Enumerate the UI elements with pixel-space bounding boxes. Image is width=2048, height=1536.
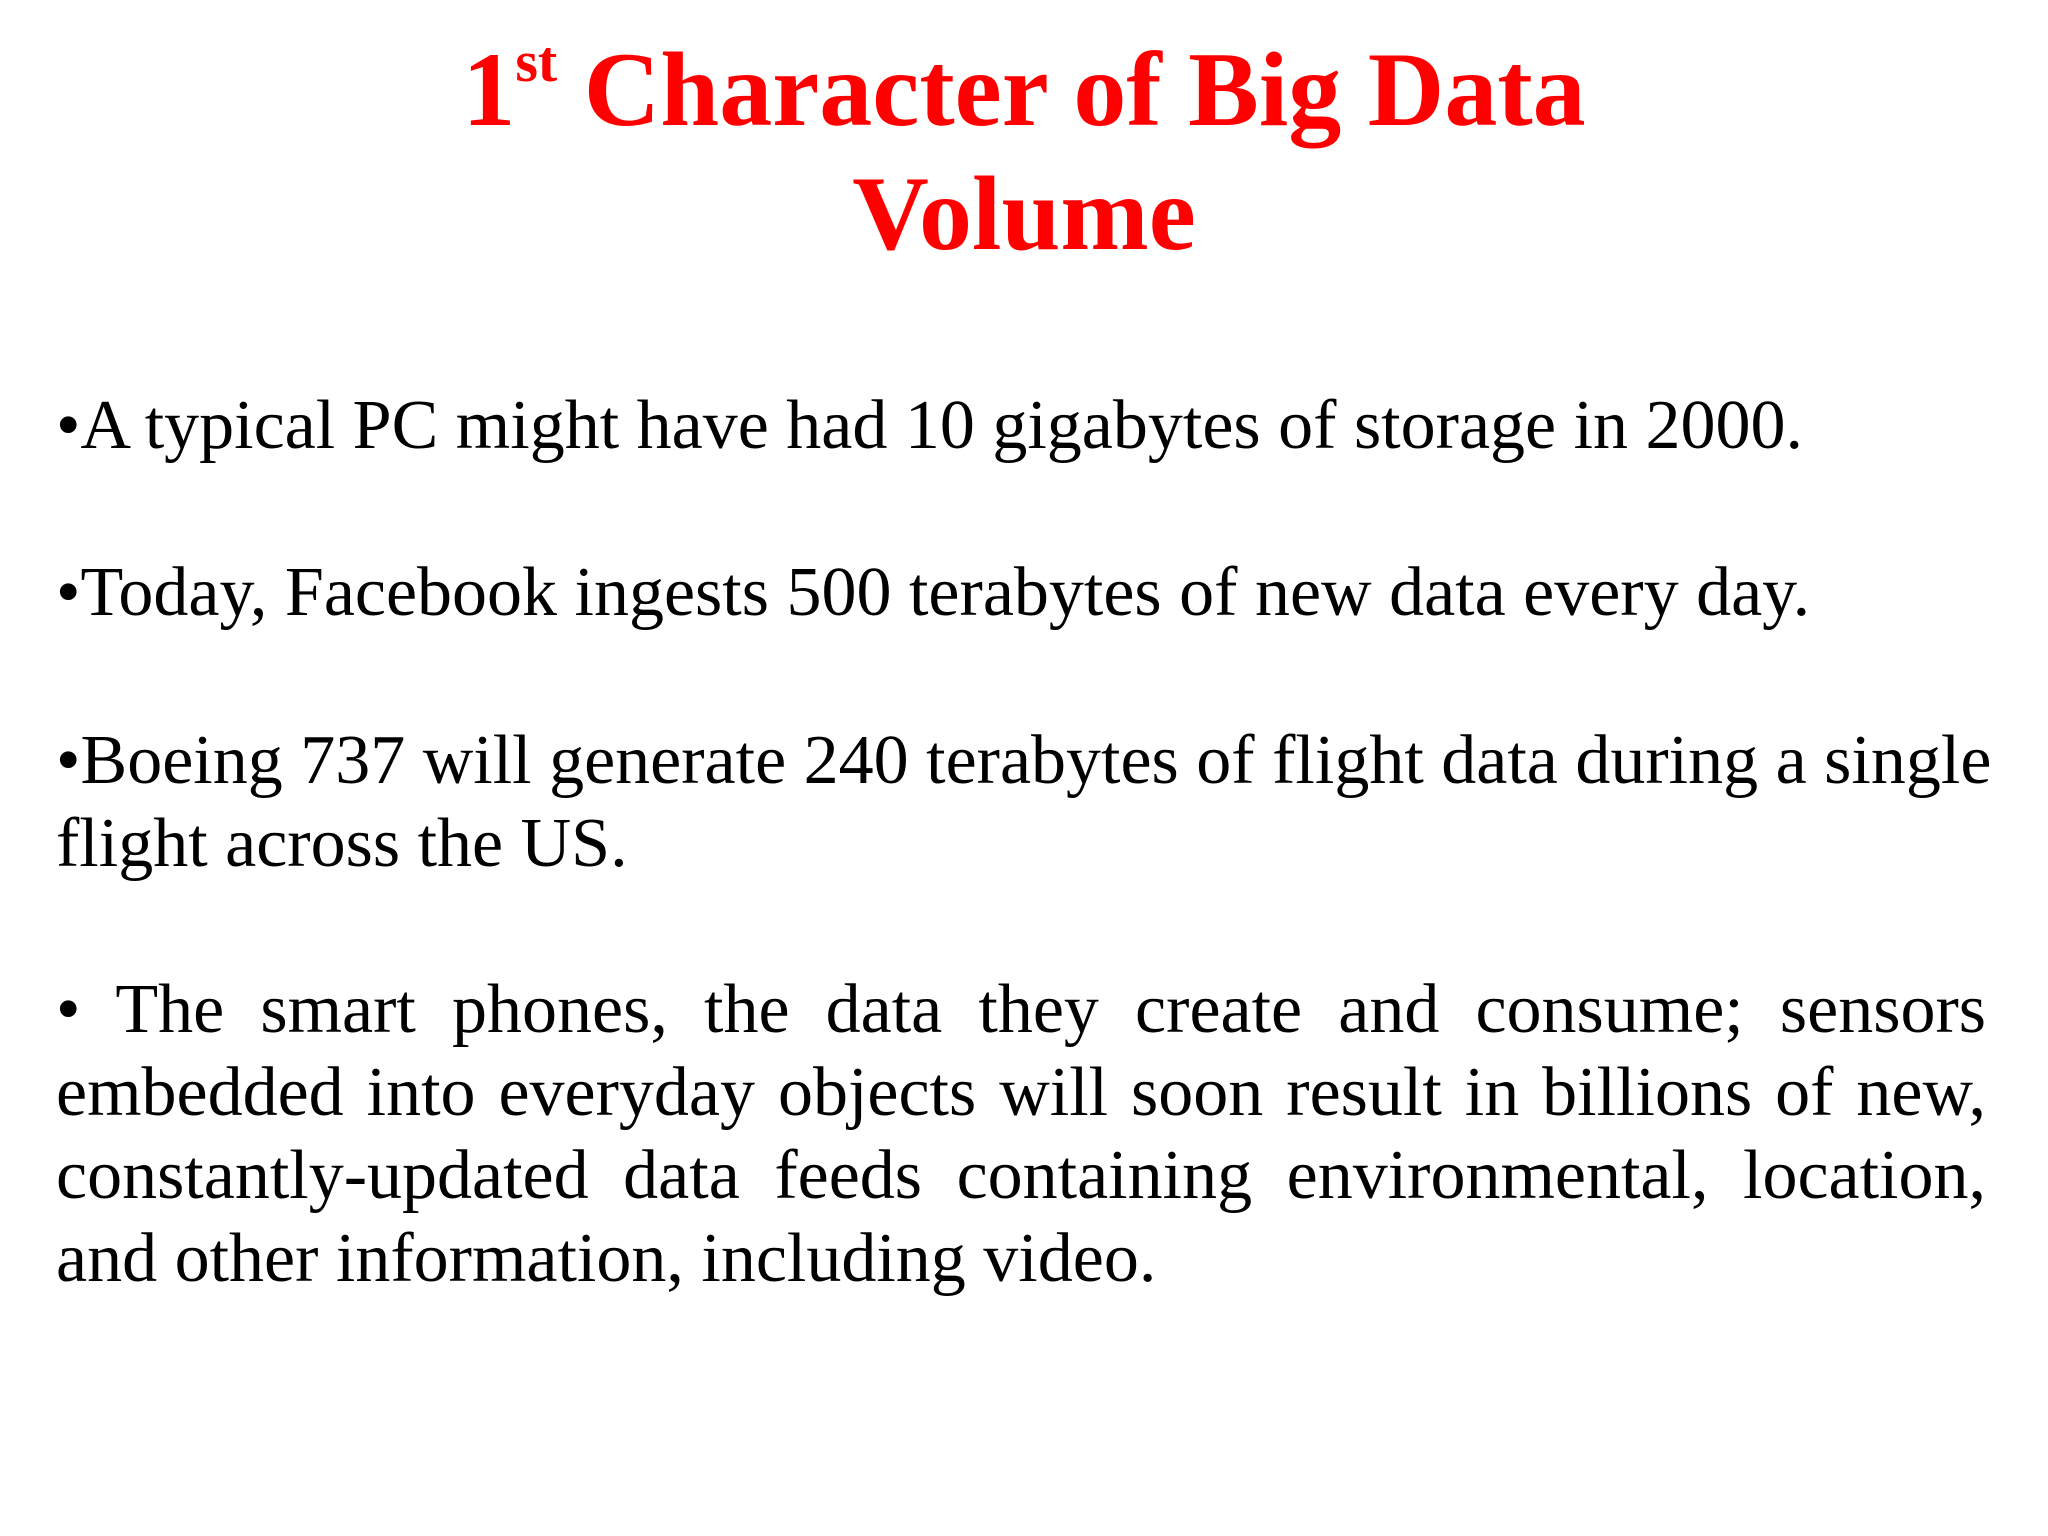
title-ordinal-suffix: st: [515, 29, 558, 94]
title-ordinal-number: 1: [462, 31, 516, 148]
bullet-2: [56, 551, 1986, 634]
bullet-2-line-1: •Today, Facebook ingests 500 terabytes of new data every day.: [56, 554, 1811, 631]
bullet-1-line-1: •A typical PC might have had 10 gigabytes of storage in 2000.: [56, 387, 1804, 464]
bullet-3-line-1: •Boeing 737 will generate 240 terabytes of flight data during a single: [56, 722, 1992, 799]
bullet-4: [56, 968, 1986, 1300]
bullet-4-line-3: constantly-updated data feeds containing environmental, location,: [56, 1137, 1986, 1214]
title-line-1: [0, 28, 2048, 152]
title-line-2: Volume: [852, 155, 1196, 272]
bullet-3: [56, 719, 1992, 885]
slide-title: [0, 28, 2048, 276]
bullet-3-line-2: flight across the US.: [56, 805, 628, 882]
bullet-4-line-4: and other information, including video.: [56, 1220, 1157, 1297]
bullet-4-line-1: • The smart phones, the data they create and consume; sensors: [56, 971, 1986, 1048]
title-line-1-text: Character of Big Data: [557, 31, 1586, 148]
bullet-4-line-2: embedded into everyday objects will soon result in billions of new,: [56, 1054, 1986, 1131]
bullet-1: [56, 384, 1986, 467]
